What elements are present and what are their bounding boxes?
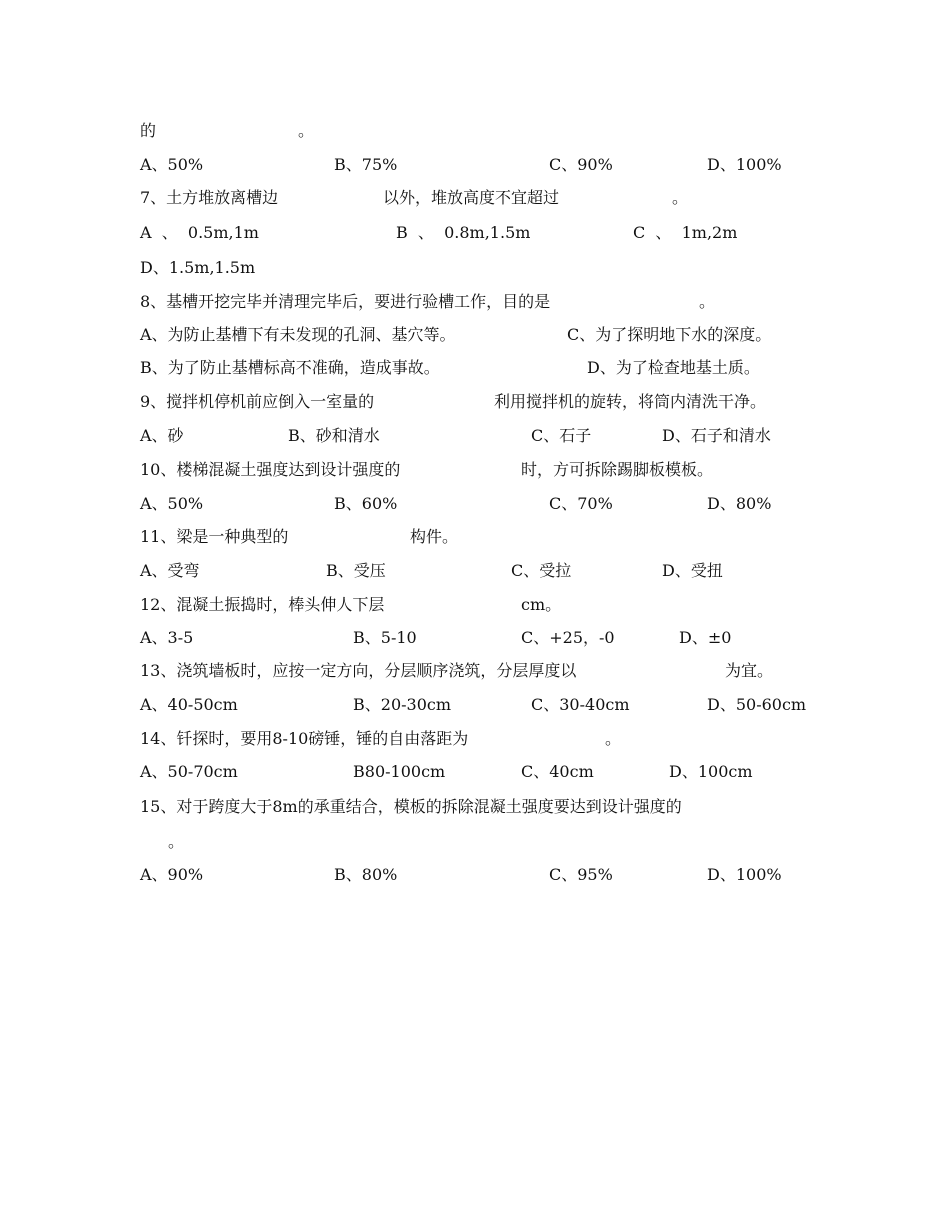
- q14-option-b: B80-100cm: [353, 762, 446, 781]
- q7-option-a: A 、 0.5m,1m: [140, 223, 259, 242]
- q13-option-d: D、50-60cm: [707, 695, 807, 714]
- q7-text: 7、土方堆放离槽边: [140, 188, 279, 207]
- q8-text: 8、基槽开挖完毕并清理完毕后，要进行验槽工作，目的是: [140, 292, 551, 311]
- q14-option-c: C、40cm: [521, 762, 594, 781]
- q15-text: 15、对于跨度大于8m的承重结合，模板的拆除混凝土强度要达到设计强度的: [140, 797, 682, 816]
- q12-option-a: A、3-5: [140, 628, 194, 647]
- q15-option-b: B、80%: [334, 865, 398, 884]
- q8-option-a: A、为防止基槽下有未发现的孔洞、基穴等。: [140, 325, 456, 344]
- q11-text-2: 构件。: [410, 527, 459, 546]
- q10-option-a: A、50%: [140, 494, 204, 513]
- q7-option-b: B 、 0.8m,1.5m: [396, 223, 531, 242]
- q10-text: 10、楼梯混凝土强度达到设计强度的: [140, 460, 401, 479]
- q6-option-a: A、50%: [140, 155, 204, 174]
- q9-option-b: B、砂和清水: [288, 426, 380, 445]
- q12-option-c: C、+25，-0: [521, 628, 615, 647]
- q8-option-c: C、为了探明地下水的深度。: [567, 325, 772, 344]
- q10-option-d: D、80%: [707, 494, 772, 513]
- q9-text-2: 利用搅拌机的旋转，将筒内清洗干净。: [494, 392, 767, 411]
- q12-text-2: cm。: [521, 595, 562, 614]
- q11-option-c: C、受拉: [511, 561, 572, 580]
- q13-text-2: 为宜。: [725, 661, 774, 680]
- q15-option-d: D、100%: [707, 865, 782, 884]
- q6-end: 。: [298, 121, 315, 140]
- q13-text: 13、浇筑墙板时，应按一定方向，分层顺序浇筑，分层厚度以: [140, 661, 577, 680]
- q14-text: 14、钎探时，要用8-10磅锤，锤的自由落距为: [140, 729, 469, 748]
- q8-end: 。: [699, 292, 716, 311]
- q13-option-c: C、30-40cm: [531, 695, 630, 714]
- q7-text-2: 以外，堆放高度不宜超过: [383, 188, 560, 207]
- q8-option-b: B、为了防止基槽标高不准确，造成事故。: [140, 358, 440, 377]
- q6-option-c: C、90%: [549, 155, 613, 174]
- q14-option-d: D、100cm: [669, 762, 753, 781]
- q12-text: 12、混凝土振捣时，棒头伸人下层: [140, 595, 385, 614]
- q15-option-c: C、95%: [549, 865, 613, 884]
- q13-option-b: B、20-30cm: [353, 695, 452, 714]
- q6-option-b: B、75%: [334, 155, 398, 174]
- q9-option-c: C、石子: [531, 426, 592, 445]
- q9-option-d: D、石子和清水: [662, 426, 771, 445]
- q11-text: 11、梁是一种典型的: [140, 527, 289, 546]
- q10-option-b: B、60%: [334, 494, 398, 513]
- q13-option-a: A、40-50cm: [140, 695, 238, 714]
- q8-option-d: D、为了检查地基土质。: [587, 358, 760, 377]
- q14-end: 。: [605, 729, 622, 748]
- q11-option-a: A、受弯: [140, 561, 200, 580]
- q10-option-c: C、70%: [549, 494, 613, 513]
- q12-option-d: D、±0: [679, 628, 732, 647]
- q7-end: 。: [672, 188, 689, 207]
- q14-option-a: A、50-70cm: [140, 762, 238, 781]
- q11-option-b: B、受压: [326, 561, 386, 580]
- q12-option-b: B、5-10: [353, 628, 417, 647]
- q7-option-c: C 、 1m,2m: [633, 223, 738, 242]
- q9-option-a: A、砂: [140, 426, 184, 445]
- q7-option-d: D、1.5m,1.5m: [140, 258, 256, 277]
- q9-text: 9、搅拌机停机前应倒入一室量的: [140, 392, 375, 411]
- q6-option-d: D、100%: [707, 155, 782, 174]
- q11-option-d: D、受扭: [662, 561, 723, 580]
- q15-end: 。: [168, 832, 185, 851]
- q6-text: 的: [140, 121, 157, 140]
- q10-text-2: 时，方可拆除踢脚板模板。: [521, 460, 714, 479]
- q15-option-a: A、90%: [140, 865, 204, 884]
